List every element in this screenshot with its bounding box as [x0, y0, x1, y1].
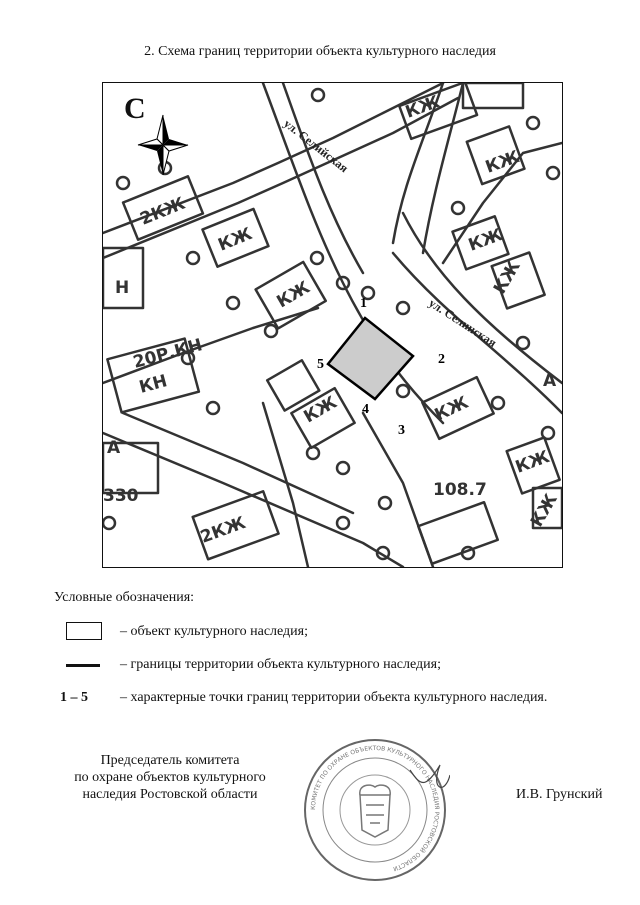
building-label: КЖ	[527, 490, 562, 531]
legend-object-text: – объект культурного наследия;	[120, 624, 308, 639]
site-map	[102, 82, 563, 568]
road-line	[103, 433, 403, 567]
street-label: ул. Селийская	[281, 116, 351, 176]
building-label: КЖ	[273, 277, 314, 313]
number-label: 330	[103, 486, 139, 506]
legend-heading: Условные обозначения:	[54, 590, 195, 605]
building-label: КЖ	[300, 392, 341, 428]
legend-points-symbol: 1 – 5	[60, 690, 88, 705]
elevation-label: 108.7	[433, 480, 487, 500]
point-3: 3	[398, 423, 405, 438]
street-label: ул. Селинская	[426, 295, 500, 350]
legend-points-text: – характерные точки границ территории объекта культурного наследия.	[120, 690, 548, 705]
building-label: 20Р.КН	[131, 335, 205, 373]
north-label: С	[124, 92, 146, 125]
legend-boundary-symbol	[66, 664, 100, 667]
building-label: 2КЖ	[197, 512, 249, 548]
point-1: 1	[360, 296, 367, 311]
legend-boundary-text: – границы территории объекта культурного наследия;	[120, 657, 441, 672]
building-label: КЖ	[482, 147, 523, 178]
building	[418, 502, 497, 564]
building-label: КЖ	[402, 92, 443, 123]
point-5: 5	[317, 357, 324, 372]
map-drawing	[103, 83, 562, 567]
building-label: КЖ	[465, 225, 506, 256]
building-label: КЖ	[431, 392, 472, 426]
building-label: КЖ	[490, 257, 525, 298]
legend-object-symbol	[66, 622, 102, 640]
signatory-position: Председатель комитета по охране объектов культурного наследия Ростовской области	[74, 753, 266, 802]
svg-text:КОМИТЕТ ПО ОХРАНЕ ОБЪЕКТОВ КУЛ: КОМИТЕТ ПО ОХРАНЕ ОБЪЕКТОВ КУЛЬТУРНОГО НАСЛЕДИЯ РОСТОВСКОЙ ОБЛАСТИ	[309, 744, 441, 873]
building-label: 2КЖ	[137, 193, 189, 230]
official-seal	[300, 735, 450, 885]
point-4: 4	[362, 402, 369, 417]
building-label: КЖ	[215, 224, 256, 256]
building-label: КН	[137, 371, 170, 398]
signatory-name: И.В. Грунский	[516, 787, 603, 802]
page-title: 2. Схема границ территории объекта культурного наследия	[144, 44, 496, 59]
building-label: А	[107, 438, 121, 458]
building-label: А	[543, 371, 557, 391]
point-2: 2	[438, 352, 445, 367]
building-label: КЖ	[512, 447, 553, 478]
building-label: Н	[115, 278, 130, 298]
road-line	[263, 403, 308, 567]
